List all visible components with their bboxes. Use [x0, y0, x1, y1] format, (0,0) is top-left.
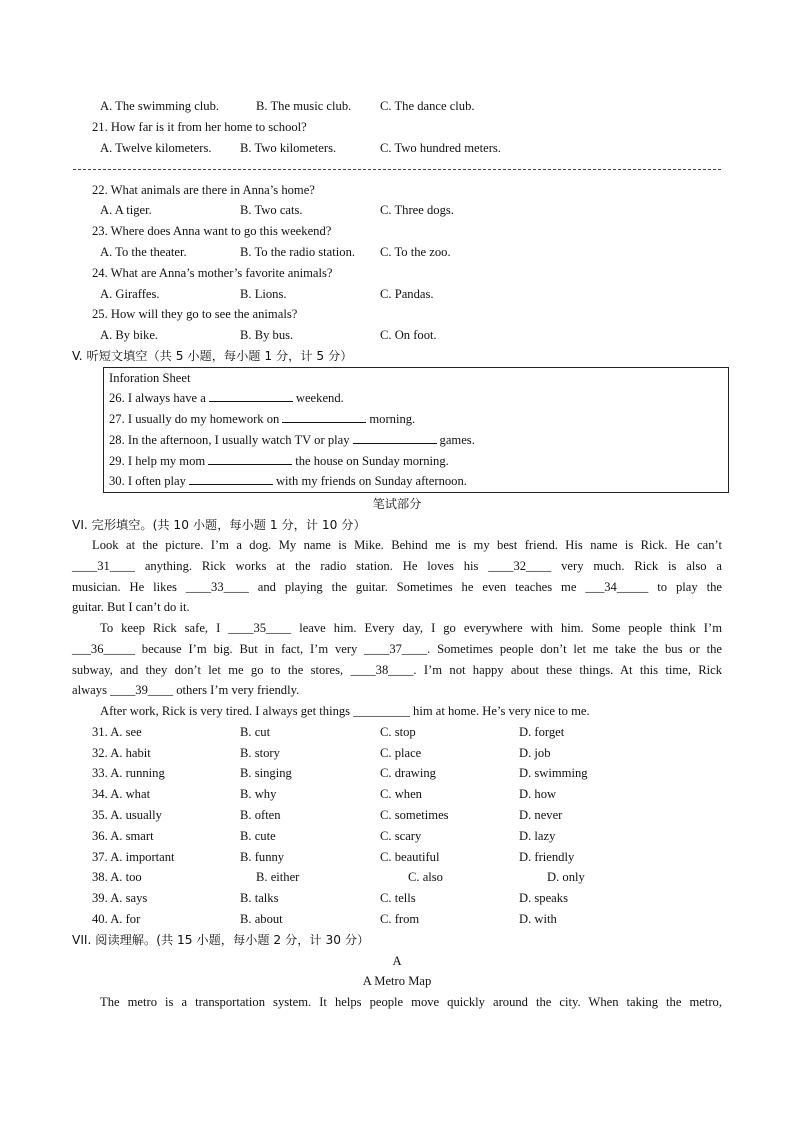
- option-a: A. A tiger.: [100, 203, 152, 217]
- option-b: B. Lions.: [240, 287, 287, 301]
- passage-title: A Metro Map: [362, 974, 432, 988]
- option-row-37-b: B. funny: [240, 850, 285, 864]
- option-row-35-d: D. never: [519, 808, 563, 822]
- answer-blank[interactable]: [209, 390, 293, 402]
- option-row-39-d: D. speaks: [519, 891, 568, 905]
- information-sheet-title: Inforation Sheet: [109, 371, 191, 385]
- passage-line: To keep Rick safe, I ____35____ leave him. Every day, I go everywhere with him. Some people think I’m: [100, 621, 722, 635]
- item-text-post: with my friends on Sunday afternoon.: [275, 474, 467, 488]
- option-row-39-a: 39. A. says: [92, 891, 148, 905]
- option-row-33-d: D. swimming: [519, 766, 588, 780]
- passage-line: ____31____ anything. Rick works at the radio station. He loves his ____32____ very much. Rick is also a: [72, 559, 722, 573]
- option-row-33-b: B. singing: [240, 766, 292, 780]
- option-b: B. Two cats.: [240, 203, 303, 217]
- written-part-heading: 笔试部分: [372, 497, 422, 511]
- option-row-36-d: D. lazy: [519, 829, 556, 843]
- option-c: C. Pandas.: [380, 287, 434, 301]
- section-vii-title: VII. 阅读理解。(共 15 小题，每小题 2 分，计 30 分）: [72, 933, 370, 947]
- option-row-34-c: C. when: [380, 787, 422, 801]
- question-text: 21. How far is it from her home to school?: [92, 120, 307, 134]
- option-row-32-a: 32. A. habit: [92, 746, 151, 760]
- passage-line: ___36_____ because I’m big. But in fact, I’m very ____37____. Sometimes people don’t let me take the bus or the: [72, 642, 722, 656]
- option-c: C. Three dogs.: [380, 203, 454, 217]
- option-b: B. To the radio station.: [240, 245, 356, 259]
- q20-option-a: A. The swimming club.: [100, 99, 220, 113]
- option-row-31-c: C. stop: [380, 725, 416, 739]
- passage-line: subway, and they don’t let me go to the stores, ____38____. I’m not happy about these things. At this time, Rick: [72, 663, 722, 677]
- option-row-38-a: 38. A. too: [92, 870, 142, 884]
- dashed-separator: [73, 169, 721, 170]
- option-a: A. Giraffes.: [100, 287, 160, 301]
- option-row-38-c: C. also: [408, 870, 443, 884]
- reading-part-label: A: [392, 954, 402, 968]
- passage-line: After work, Rick is very tired. I always get things _________ him at home. He’s very nice to me.: [100, 704, 590, 718]
- question-text: 24. What are Anna’s mother’s favorite animals?: [92, 266, 333, 280]
- answer-blank[interactable]: [282, 411, 366, 423]
- option-row-34-d: D. how: [519, 787, 557, 801]
- item-text-pre: 26. I always have a: [109, 391, 206, 405]
- item-text-pre: 30. I often play: [109, 474, 186, 488]
- option-a: A. Twelve kilometers.: [100, 141, 212, 155]
- option-row-32-c: C. place: [380, 746, 422, 760]
- item-text-pre: 28. In the afternoon, I usually watch TV or play: [109, 433, 350, 447]
- question-text: 23. Where does Anna want to go this weekend?: [92, 224, 332, 238]
- answer-blank[interactable]: [189, 473, 273, 485]
- option-row-36-b: B. cute: [240, 829, 276, 843]
- option-row-38-b: B. either: [256, 870, 300, 884]
- fill-item-28: [109, 432, 475, 448]
- option-row-34-b: B. why: [240, 787, 277, 801]
- option-a: A. By bike.: [100, 328, 159, 342]
- option-row-40-a: 40. A. for: [92, 912, 141, 926]
- fill-item-27: [109, 411, 415, 427]
- option-row-35-a: 35. A. usually: [92, 808, 162, 822]
- option-row-37-a: 37. A. important: [92, 850, 175, 864]
- option-row-31-d: D. forget: [519, 725, 565, 739]
- option-row-38-d: D. only: [547, 870, 585, 884]
- q20-option-c: C. The dance club.: [380, 99, 475, 113]
- section-v-title: V. 听短文填空（共 5 小题，每小题 1 分，计 5 分）: [72, 349, 353, 363]
- passage-line: musician. He likes ____33____ and playing the guitar. Sometimes he even teaches me ___34_____ to play the: [72, 580, 722, 594]
- passage-line: always ____39____ others I’m very friendly.: [72, 683, 300, 697]
- option-row-34-a: 34. A. what: [92, 787, 151, 801]
- question-text: 25. How will they go to see the animals?: [92, 307, 298, 321]
- item-text-post: morning.: [369, 412, 416, 426]
- option-row-39-c: C. tells: [380, 891, 416, 905]
- answer-blank[interactable]: [353, 432, 437, 444]
- option-row-33-a: 33. A. running: [92, 766, 165, 780]
- item-text-post: weekend.: [295, 391, 344, 405]
- passage-line: Look at the picture. I’m a dog. My name is Mike. Behind me is my best friend. His name is Rick. He can’t: [92, 538, 722, 552]
- item-text-post: the house on Sunday morning.: [295, 454, 449, 468]
- fill-item-29: [109, 453, 449, 469]
- option-row-35-c: C. sometimes: [380, 808, 449, 822]
- question-text: 22. What animals are there in Anna’s home?: [92, 183, 315, 197]
- option-row-36-c: C. scary: [380, 829, 422, 843]
- item-text-pre: 27. I usually do my homework on: [109, 412, 280, 426]
- option-row-33-c: C. drawing: [380, 766, 436, 780]
- option-c: C. On foot.: [380, 328, 437, 342]
- option-row-32-d: D. job: [519, 746, 551, 760]
- fill-item-30: [109, 473, 467, 489]
- option-b: B. By bus.: [240, 328, 294, 342]
- item-text-pre: 29. I help my mom: [109, 454, 206, 468]
- option-row-32-b: B. story: [240, 746, 280, 760]
- option-row-36-a: 36. A. smart: [92, 829, 154, 843]
- option-c: C. To the zoo.: [380, 245, 451, 259]
- option-c: C. Two hundred meters.: [380, 141, 501, 155]
- option-b: B. Two kilometers.: [240, 141, 337, 155]
- option-row-37-d: D. friendly: [519, 850, 575, 864]
- option-row-40-c: C. from: [380, 912, 420, 926]
- option-row-35-b: B. often: [240, 808, 281, 822]
- passage-first-line: The metro is a transportation system. It helps people move quickly around the city. When taking the metro,: [100, 995, 722, 1009]
- option-row-37-c: C. beautiful: [380, 850, 440, 864]
- answer-blank[interactable]: [208, 453, 292, 465]
- item-text-post: games.: [439, 433, 475, 447]
- option-row-31-b: B. cut: [240, 725, 271, 739]
- option-row-39-b: B. talks: [240, 891, 279, 905]
- fill-item-26: [109, 390, 344, 406]
- passage-line: guitar. But I can’t do it.: [72, 600, 190, 614]
- option-a: A. To the theater.: [100, 245, 187, 259]
- section-vi-title: VI. 完形填空。(共 10 小题，每小题 1 分，计 10 分）: [72, 518, 366, 532]
- option-row-31-a: 31. A. see: [92, 725, 142, 739]
- option-row-40-d: D. with: [519, 912, 557, 926]
- option-row-40-b: B. about: [240, 912, 283, 926]
- q20-option-b: B. The music club.: [256, 99, 352, 113]
